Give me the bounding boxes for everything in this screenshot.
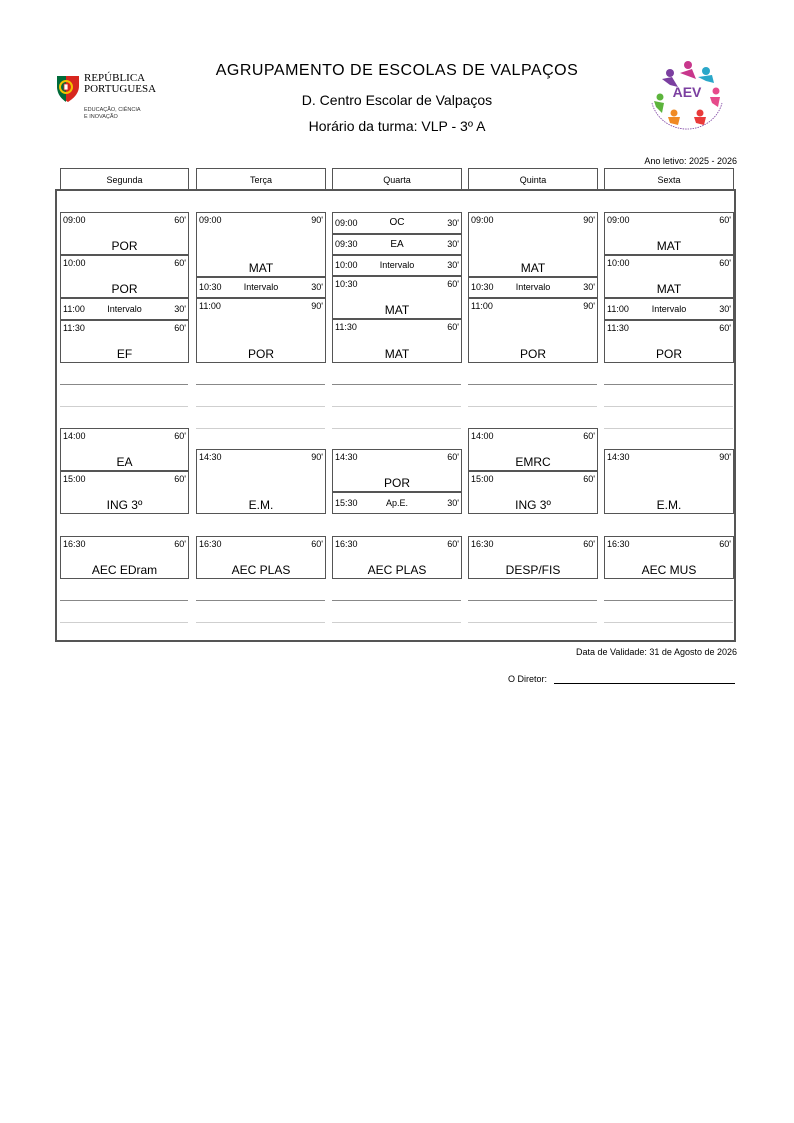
class-block (468, 212, 598, 277)
divider (60, 622, 188, 623)
block-subject: MAT (248, 261, 274, 275)
block-duration: 30' (447, 260, 459, 270)
block-subject: Intervalo (651, 304, 687, 314)
block-time: 14:00 (63, 431, 86, 441)
block-duration: 90' (311, 301, 323, 311)
break-block (196, 277, 326, 298)
block-time: 15:00 (63, 474, 86, 484)
block-subject: ING 3º (106, 498, 143, 512)
block-duration: 60' (174, 323, 186, 333)
divider (604, 428, 733, 429)
validity-date: Data de Validade: 31 de Agosto de 2026 (576, 647, 737, 657)
gov-dept-line2: E INOVAÇÃO (84, 114, 118, 120)
block-time: 10:00 (63, 258, 86, 268)
block-time: 09:30 (335, 239, 358, 249)
gov-dept-line1: EDUCAÇÃO, CIÊNCIA (84, 107, 141, 113)
divider (604, 406, 733, 407)
class-block (604, 536, 734, 579)
block-time: 10:30 (471, 282, 494, 292)
block-subject: AEC PLAS (231, 563, 291, 577)
class-block (60, 320, 189, 363)
break-block (60, 298, 189, 320)
block-subject: Intervalo (515, 282, 551, 292)
divider (196, 600, 325, 601)
block-time: 09:00 (607, 215, 630, 225)
block-subject: DESP/FIS (505, 563, 561, 577)
block-duration: 30' (174, 304, 186, 314)
block-duration: 30' (583, 282, 595, 292)
block-subject: POR (111, 282, 138, 296)
day-header-quinta: Quinta (468, 168, 598, 189)
block-subject: POR (111, 239, 138, 253)
block-time: 15:00 (471, 474, 494, 484)
block-time: 10:30 (199, 282, 222, 292)
aev-text: AEV (672, 84, 702, 100)
school-name: D. Centro Escolar de Valpaços (301, 92, 493, 108)
class-block (468, 298, 598, 363)
class-block (60, 536, 189, 579)
day-header-quarta: Quarta (332, 168, 462, 189)
block-time: 10:00 (335, 260, 358, 270)
aev-logo (644, 57, 730, 137)
class-block (60, 212, 189, 255)
divider (604, 384, 733, 385)
class-block (604, 449, 734, 514)
divider (468, 406, 597, 407)
block-time: 10:00 (607, 258, 630, 268)
block-duration: 60' (583, 474, 595, 484)
block-duration: 60' (174, 215, 186, 225)
school-year: Ano letivo: 2025 - 2026 (644, 156, 737, 166)
divider (332, 428, 461, 429)
school-group-title: AGRUPAMENTO DE ESCOLAS DE VALPAÇOS (215, 62, 579, 79)
block-duration: 60' (447, 452, 459, 462)
block-time: 09:00 (335, 218, 358, 228)
gov-name-line1: REPÚBLICA (84, 72, 146, 84)
block-time: 09:00 (199, 215, 222, 225)
class-block (60, 428, 189, 471)
class-block-short (332, 234, 462, 255)
block-time: 14:00 (471, 431, 494, 441)
class-block-short (332, 212, 462, 234)
divider (60, 384, 188, 385)
block-time: 14:30 (607, 452, 630, 462)
block-subject: MAT (384, 347, 410, 361)
class-block (332, 536, 462, 579)
block-duration: 90' (311, 452, 323, 462)
block-subject: EF (116, 347, 133, 361)
block-subject: MAT (656, 239, 682, 253)
divider (196, 428, 325, 429)
block-duration: 30' (447, 239, 459, 249)
block-subject: E.M. (248, 498, 274, 512)
block-subject: EMRC (515, 455, 551, 469)
divider (468, 600, 597, 601)
class-block (60, 255, 189, 298)
block-time: 16:30 (471, 539, 494, 549)
block-duration: 90' (583, 301, 595, 311)
block-subject: MAT (384, 303, 410, 317)
class-block (332, 319, 462, 363)
block-duration: 60' (719, 215, 731, 225)
block-duration: 30' (719, 304, 731, 314)
block-time: 11:30 (607, 323, 629, 333)
block-time: 09:00 (471, 215, 494, 225)
block-duration: 60' (447, 539, 459, 549)
class-block (604, 255, 734, 298)
class-block (332, 449, 462, 492)
class-block (604, 320, 734, 363)
class-block-short (332, 492, 462, 514)
block-subject: POR (655, 347, 682, 361)
block-subject: EA (390, 239, 404, 250)
block-time: 11:30 (335, 322, 357, 332)
block-time: 09:00 (63, 215, 86, 225)
block-duration: 60' (174, 474, 186, 484)
block-duration: 60' (174, 258, 186, 268)
block-duration: 90' (719, 452, 731, 462)
block-subject: AEC MUS (641, 563, 697, 577)
divider (604, 622, 733, 623)
block-time: 14:30 (335, 452, 358, 462)
block-subject: Intervalo (107, 304, 142, 314)
block-time: 16:30 (63, 539, 86, 549)
block-time: 15:30 (335, 498, 358, 508)
class-label: Horário da turma: VLP - 3º A (308, 118, 486, 134)
divider (196, 384, 325, 385)
class-block (196, 536, 326, 579)
block-time: 11:00 (471, 301, 493, 311)
divider (468, 622, 597, 623)
day-header-sexta: Sexta (604, 168, 734, 189)
block-subject: OC (389, 217, 405, 228)
block-time: 16:30 (607, 539, 630, 549)
divider (60, 406, 188, 407)
block-duration: 60' (583, 431, 595, 441)
block-time: 16:30 (335, 539, 358, 549)
divider (604, 600, 733, 601)
block-duration: 30' (447, 498, 459, 508)
divider (468, 384, 597, 385)
block-subject: POR (247, 347, 274, 361)
break-block (604, 298, 734, 320)
divider (196, 622, 325, 623)
block-time: 11:30 (63, 323, 85, 333)
block-subject: AEC EDram (91, 563, 158, 577)
block-duration: 60' (719, 323, 731, 333)
block-duration: 90' (311, 215, 323, 225)
class-block (468, 536, 598, 579)
block-subject: MAT (520, 261, 546, 275)
class-block (196, 298, 326, 363)
director-label-text: O Diretor: (508, 674, 548, 684)
class-block (604, 212, 734, 255)
aev-logo-icon (644, 57, 730, 137)
block-duration: 60' (719, 258, 731, 268)
block-duration: 60' (719, 539, 731, 549)
block-subject: E.M. (656, 498, 682, 512)
divider (332, 600, 461, 601)
block-duration: 90' (583, 215, 595, 225)
block-subject: Ap.E. (385, 498, 408, 508)
day-header-terca: Terça (196, 168, 326, 189)
block-duration: 60' (174, 431, 186, 441)
break-block (468, 277, 598, 298)
divider (332, 622, 461, 623)
block-time: 16:30 (199, 539, 222, 549)
block-duration: 60' (447, 322, 459, 332)
divider (60, 600, 188, 601)
block-time: 11:00 (199, 301, 221, 311)
block-duration: 60' (174, 539, 186, 549)
block-subject: MAT (656, 282, 682, 296)
class-block (196, 449, 326, 514)
break-block (332, 255, 462, 276)
class-block (468, 428, 598, 471)
class-block (196, 212, 326, 277)
block-subject: Intervalo (243, 282, 279, 292)
block-subject: POR (383, 476, 410, 490)
block-duration: 30' (447, 218, 459, 228)
block-subject: EA (116, 455, 133, 469)
block-duration: 30' (311, 282, 323, 292)
class-block (332, 276, 462, 319)
block-duration: 60' (311, 539, 323, 549)
divider (196, 406, 325, 407)
block-time: 11:00 (63, 304, 85, 314)
block-duration: 60' (447, 279, 459, 289)
block-subject: Intervalo (379, 260, 415, 270)
class-block (60, 471, 189, 514)
block-subject: ING 3º (515, 498, 551, 512)
signature-line (554, 683, 735, 684)
block-subject: AEC PLAS (367, 563, 427, 577)
class-block (468, 471, 598, 514)
block-duration: 60' (583, 539, 595, 549)
gov-name-line2: PORTUGUESA (84, 83, 157, 95)
divider (332, 406, 461, 407)
block-time: 14:30 (199, 452, 222, 462)
block-time: 11:00 (607, 304, 629, 314)
day-header-segunda: Segunda (60, 168, 189, 189)
block-subject: POR (519, 347, 546, 361)
divider (332, 384, 461, 385)
block-time: 10:30 (335, 279, 358, 289)
